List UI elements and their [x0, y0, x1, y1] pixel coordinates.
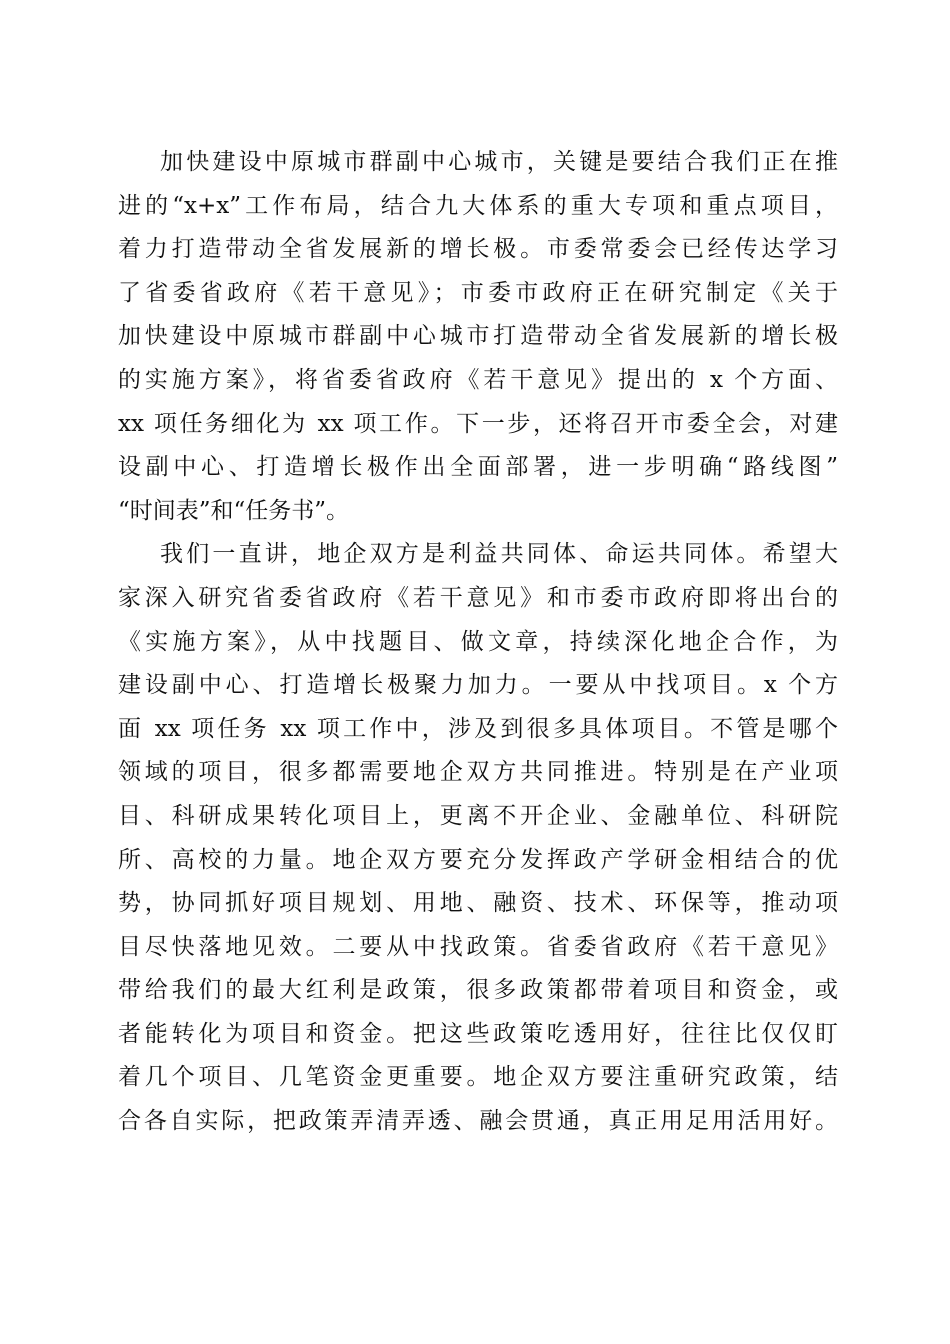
text-line: 我们一直讲，地企双方是利益共同体、命运共同体。希望大	[160, 541, 838, 568]
text-line: 者能转化为项目和资金。把这些政策吃透用好，往往比仅仅盯	[118, 1020, 838, 1047]
text-line: 目尽快落地见效。二要从中找政策。省委省政府《若干意见》	[118, 933, 838, 960]
paragraph-2	[118, 533, 838, 1143]
text-line: 势，协同抓好项目规划、用地、融资、技术、环保等，推动项	[118, 890, 838, 917]
text-line: 带给我们的最大红利是政策，很多政策都带着项目和资金，或	[118, 977, 838, 1004]
text-line: “时间表”和“任务书”。	[118, 497, 350, 524]
text-line: xx 项任务细化为 xx 项工作。下一步，还将召开市委全会，对建	[118, 410, 838, 437]
text-line: 目、科研成果转化项目上，更离不开企业、金融单位、科研院	[118, 802, 838, 829]
text-line: 家深入研究省委省政府《若干意见》和市委市政府即将出台的	[118, 584, 838, 611]
text-line: 领域的项目，很多都需要地企双方共同推进。特别是在产业项	[118, 759, 838, 786]
text-line: 着几个项目、几笔资金更重要。地企双方要注重研究政策，结	[118, 1064, 838, 1091]
text-line: 着力打造带动全省发展新的增长极。市委常委会已经传达学习	[118, 236, 838, 263]
text-line: 所、高校的力量。地企双方要充分发挥政产学研金相结合的优	[118, 846, 838, 873]
text-line: 加快建设中原城市群副中心城市，关键是要结合我们正在推	[160, 149, 838, 175]
text-line: 《实施方案》，从中找题目、做文章，持续深化地企合作，为	[118, 628, 838, 655]
text-line: 的实施方案》，将省委省政府《若干意见》提出的 x 个方面、	[118, 366, 838, 393]
text-line: 面 xx 项任务 xx 项工作中，涉及到很多具体项目。不管是哪个	[118, 715, 838, 742]
paragraph-1	[118, 141, 838, 533]
text-line: 合各自实际，把政策弄清弄透、融会贯通，真正用足用活用好。	[118, 1108, 838, 1135]
text-line: 建设副中心、打造增长极聚力加力。一要从中找项目。x 个方	[118, 672, 838, 699]
body-text	[118, 141, 838, 1144]
text-line: 加快建设中原城市群副中心城市打造带动全省发展新的增长极	[118, 323, 838, 350]
text-line: 进的“x+x”工作布局，结合九大体系的重大专项和重点项目，	[118, 192, 838, 219]
text-line: 了省委省政府《若干意见》；市委市政府正在研究制定《关于	[118, 279, 838, 306]
text-line: 设副中心、打造增长极作出全面部署，进一步明确“路线图”	[118, 454, 838, 481]
